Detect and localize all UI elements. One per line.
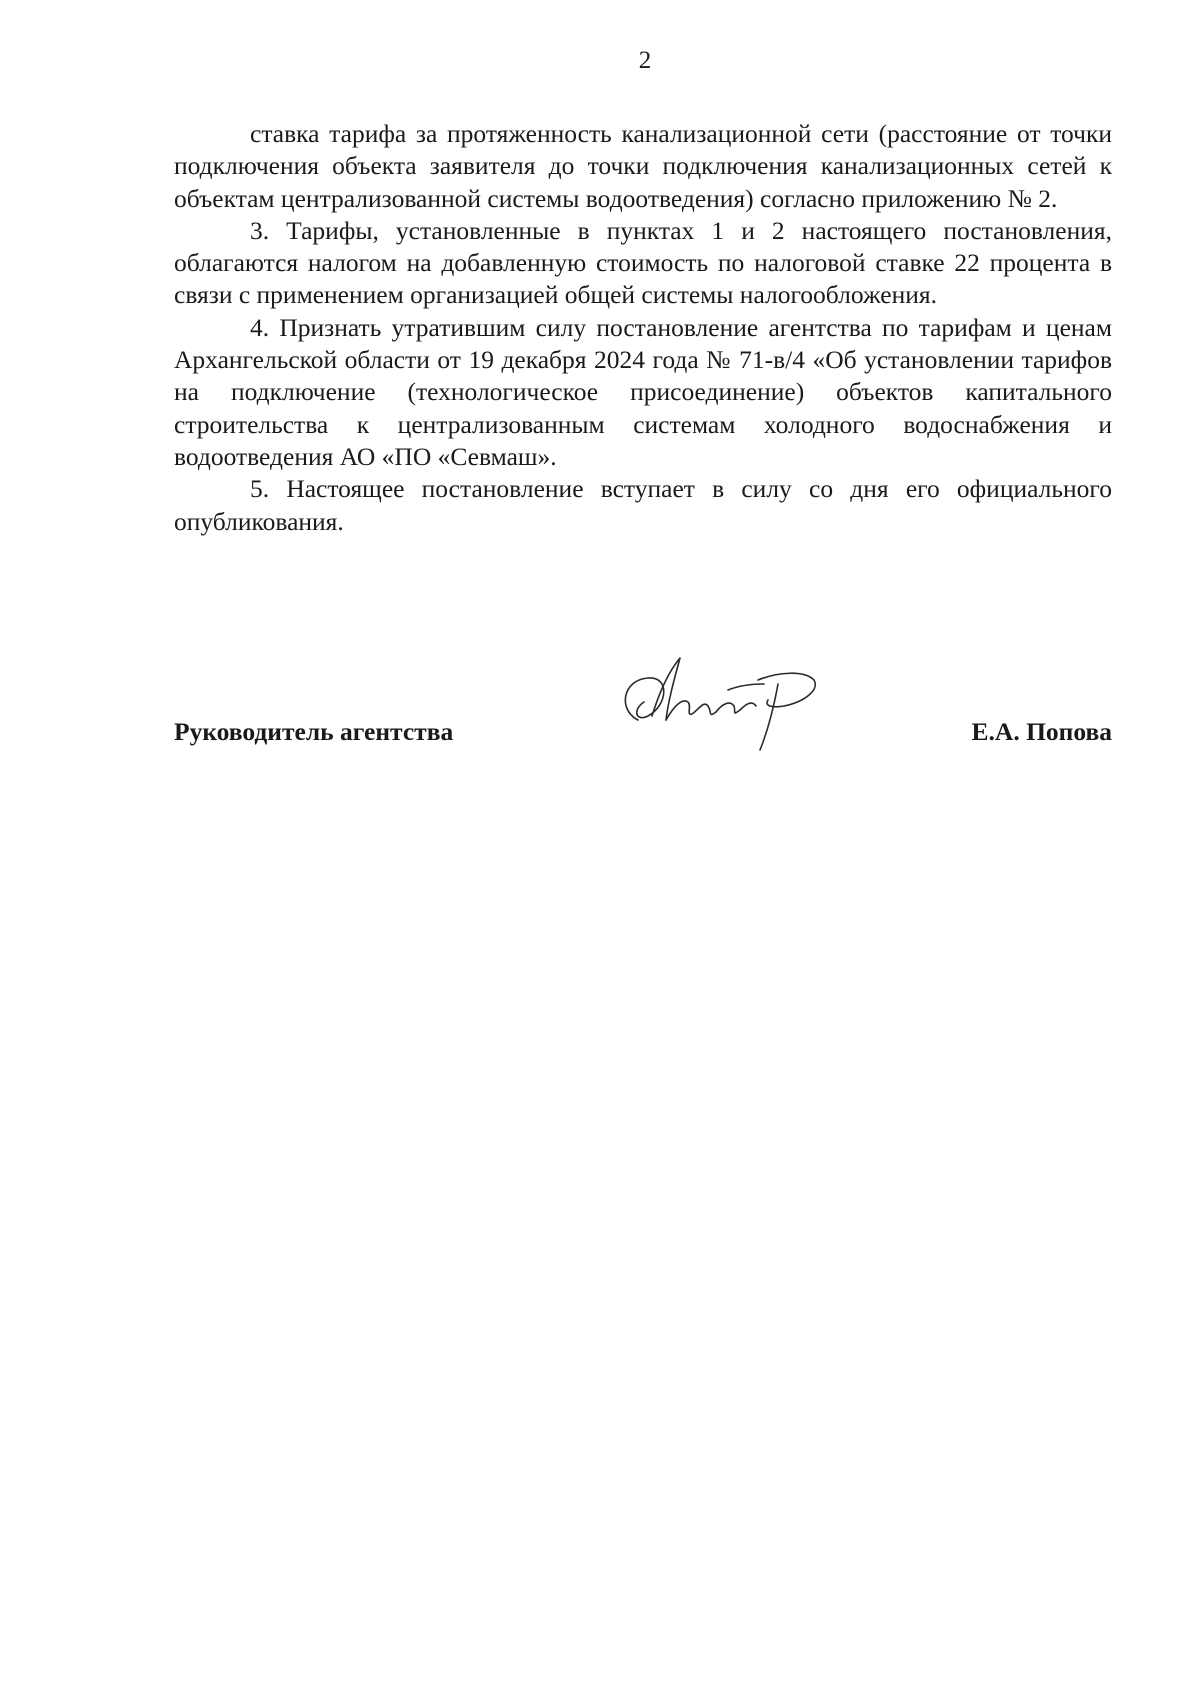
page-number: 2 xyxy=(638,47,652,74)
signer-name: Е.А. Попова xyxy=(971,717,1112,746)
signer-position: Руководитель агентства xyxy=(174,717,454,746)
paragraph-tariff-rate: ставка тарифа за протяженность канализационной сети (расстояние от точки подключения объекта заявителя до точки подключения канализационных сетей к объектам централизованной системы водоотведения) согласно приложению № 2. xyxy=(174,119,1112,213)
document-body xyxy=(174,118,1112,538)
paragraph-vat: 3. Тарифы, установленные в пунктах 1 и 2 настоящего постановления, облагаются налогом на добавленную стоимость по налоговой ставке 22 процента в связи с применением организацией общей системы налогообложения. xyxy=(174,215,1112,310)
paragraph-repeal: 4. Признать утратившим силу постановление агентства по тарифам и ценам Архангельской области от 19 декабря 2024 года № 71-в/4 «Об установлении тарифов на подключение (технологическое присоединение) объектов капитального строительства к централизованным системам холодного водоснабжения и водоотведения АО «ПО «Севмаш». xyxy=(174,312,1112,471)
signature-block xyxy=(174,712,1112,752)
paragraph-effective-date: 5. Настоящее постановление вступает в силу со дня его официального опубликования. xyxy=(174,474,1112,536)
